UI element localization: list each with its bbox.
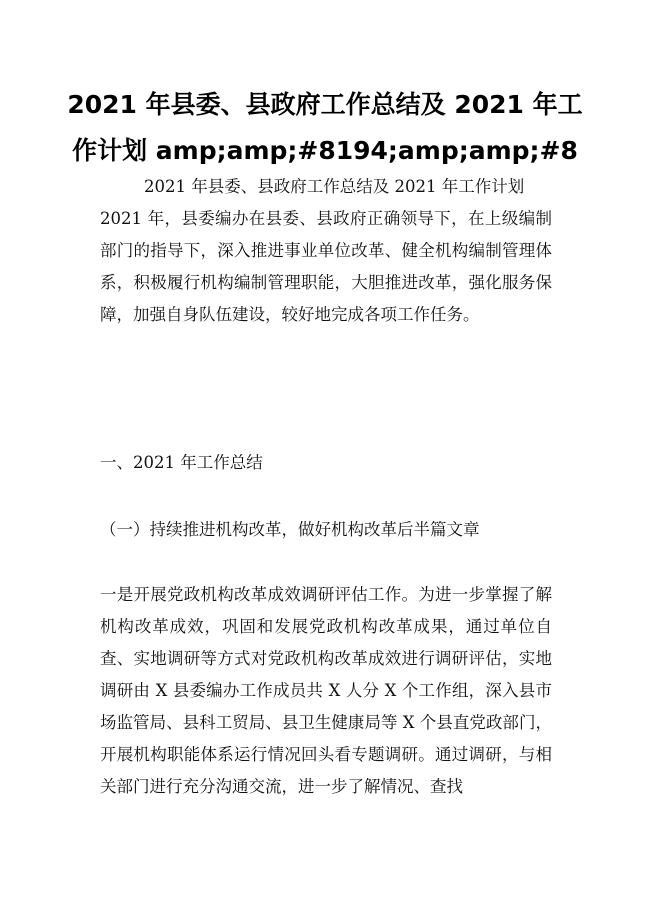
body-paragraph: 一是开展党政机构改革成效调研评估工作。为进一步掌握了解机构改革成效，巩固和发展党政机构改革成果，通过单位自查、实地调研等方式对党政机构改革成效进行调研评估，实地调研由 X 县委编办工作成员共 X 人分 X 个工作组，深入县市场监管局、县科工贸局、县卫生健康局等 X 个县直党政部门，开展机构职能体系运行情况回头看专题调研。通过调研，与相关部门进行充分沟通交流，进一步了解情况、查找 [100, 585, 552, 796]
intro-paragraph [100, 171, 552, 331]
title-line-2: 作计划 amp;amp;#8194;amp;amp;#8 [72, 136, 578, 165]
intro-body: 2021 年，县委编办在县委、县政府正确领导下，在上级编制部门的指导下，深入推进事业单位改革、健全机构编制管理体系，积极履行机构编制管理职能，大胆推进改革，强化服务保障，加强自身队伍建设，较好地完成各项工作任务。 [100, 209, 552, 324]
title-line-1: 2021 年县委、县政府工作总结及 2021 年工 [67, 90, 583, 119]
intro-subtitle: 2021 年县委、县政府工作总结及 2021 年工作计划 [144, 177, 525, 196]
section-heading: 一、2021 年工作总结 [100, 453, 263, 472]
document-title [60, 82, 590, 174]
subsection-heading: （一）持续推进机构改革，做好机构改革后半篇文章 [100, 520, 480, 539]
